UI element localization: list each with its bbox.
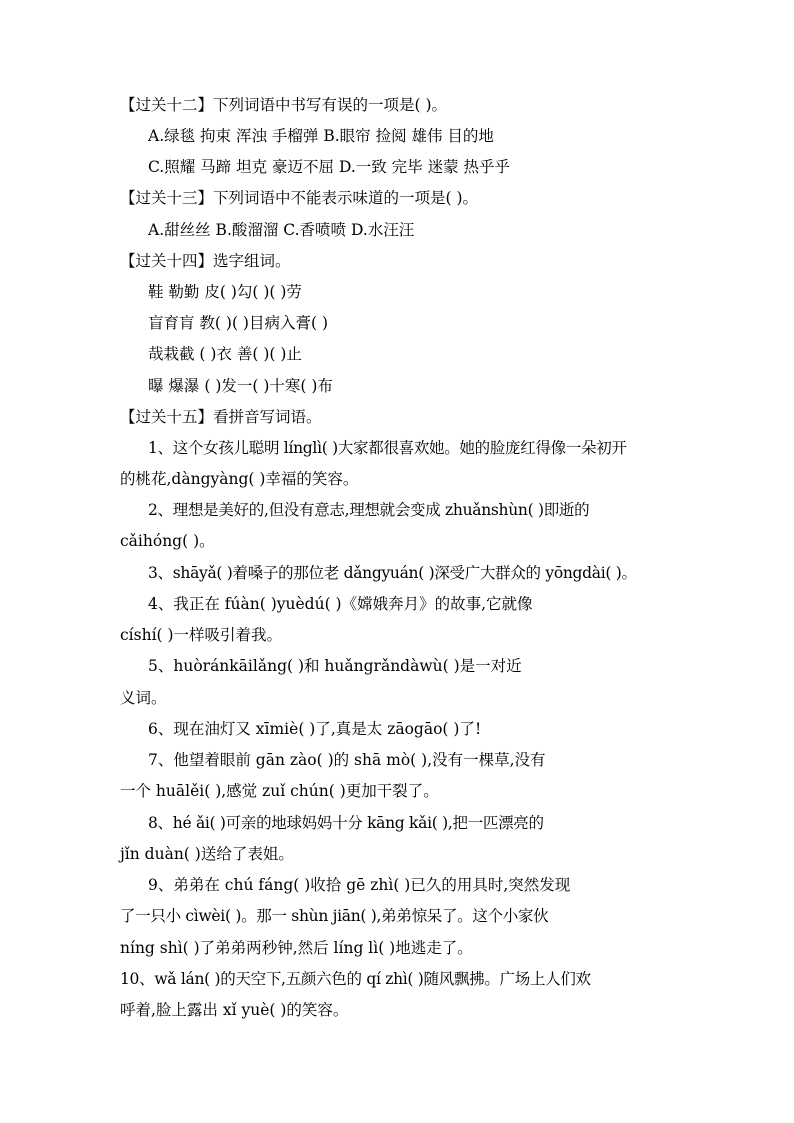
section-14-row-4: 曝 爆瀑 ( )发一( )十寒( )布 <box>148 377 333 395</box>
q2-line-2: cǎihóng( )。 <box>120 532 215 550</box>
section-14-row-3: 哉栽截 ( )衣 善( )( )止 <box>148 345 302 363</box>
q1-line-2: 的桃花,dàngyàng( )幸福的笑容。 <box>120 470 359 488</box>
q9-line-3: níng shì( )了弟弟两秒钟,然后 líng lì( )地逃走了。 <box>120 939 473 957</box>
q4-line-1: 4、我正在 fúàn( )yuèdú( )《嫦娥奔月》的故事,它就像 <box>148 595 533 613</box>
q10-line-2: 呼着,脸上露出 xǐ yuè( )的笑容。 <box>120 1001 349 1019</box>
q1-line-1: 1、这个女孩儿聪明 línglì( )大家都很喜欢她。她的脸庞红得像一朵初开 <box>148 439 627 457</box>
q3-line-1: 3、shāyǎ( )着嗓子的那位老 dǎngyuán( )深受广大群众的 yōngdài( )。 <box>148 564 637 582</box>
q2-line-1: 2、理想是美好的,但没有意志,理想就会变成 zhuǎnshùn( )即逝的 <box>148 501 590 519</box>
q9-line-2: 了一只小 cìwèi( )。那一 shùn jiān( ),弟弟惊呆了。这个小家伙 <box>120 907 549 925</box>
section-12-option-ab: A.绿毯 拘束 浑浊 手榴弹 B.眼帘 捡阅 雄伟 目的地 <box>148 127 494 145</box>
section-15-heading: 【过关十五】看拼音写词语。 <box>120 408 322 426</box>
q8-line-1: 8、hé ǎi( )可亲的地球妈妈十分 kāng kǎi( ),把一匹漂亮的 <box>148 814 544 832</box>
q9-line-1: 9、弟弟在 chú fáng( )收拾 gē zhì( )已久的用具时,突然发现 <box>148 876 571 894</box>
q8-line-2: jǐn duàn( )送给了表姐。 <box>120 845 294 863</box>
q10-line-1: 10、wǎ lán( )的天空下,五颜六色的 qí zhì( )随风飘拂。广场上人们欢 <box>120 970 591 988</box>
q7-line-2: 一个 huālěi( ),感觉 zuǐ chún( )更加干裂了。 <box>120 782 439 800</box>
q7-line-1: 7、他望着眼前 gān zào( )的 shā mò( ),没有一棵草,没有 <box>148 751 546 769</box>
section-12-option-cd: C.照耀 马蹄 坦克 豪迈不屈 D.一致 完毕 迷蒙 热乎乎 <box>148 158 511 176</box>
section-13-options: A.甜丝丝 B.酸溜溜 C.香喷喷 D.水汪汪 <box>148 221 415 239</box>
section-12-heading: 【过关十二】下列词语中书写有误的一项是( )。 <box>120 96 448 114</box>
section-14-row-2: 盲育肓 教( )( )目病入膏( ) <box>148 314 328 332</box>
q6-line-1: 6、现在油灯又 xīmiè( )了,真是太 zāogāo( )了! <box>148 720 482 738</box>
section-13-heading: 【过关十三】下列词语中不能表示味道的一项是( )。 <box>120 189 479 207</box>
section-14-heading: 【过关十四】选字组词。 <box>120 252 291 270</box>
section-14-row-1: 鞋 勒勤 皮( )勾( )( )劳 <box>148 283 302 301</box>
q4-line-2: císhí( )一样吸引着我。 <box>120 626 283 644</box>
q5-line-2: 义词。 <box>120 689 167 707</box>
q5-line-1: 5、huòránkāilǎng( )和 huǎngrǎndàwù( )是一对近 <box>148 657 522 675</box>
